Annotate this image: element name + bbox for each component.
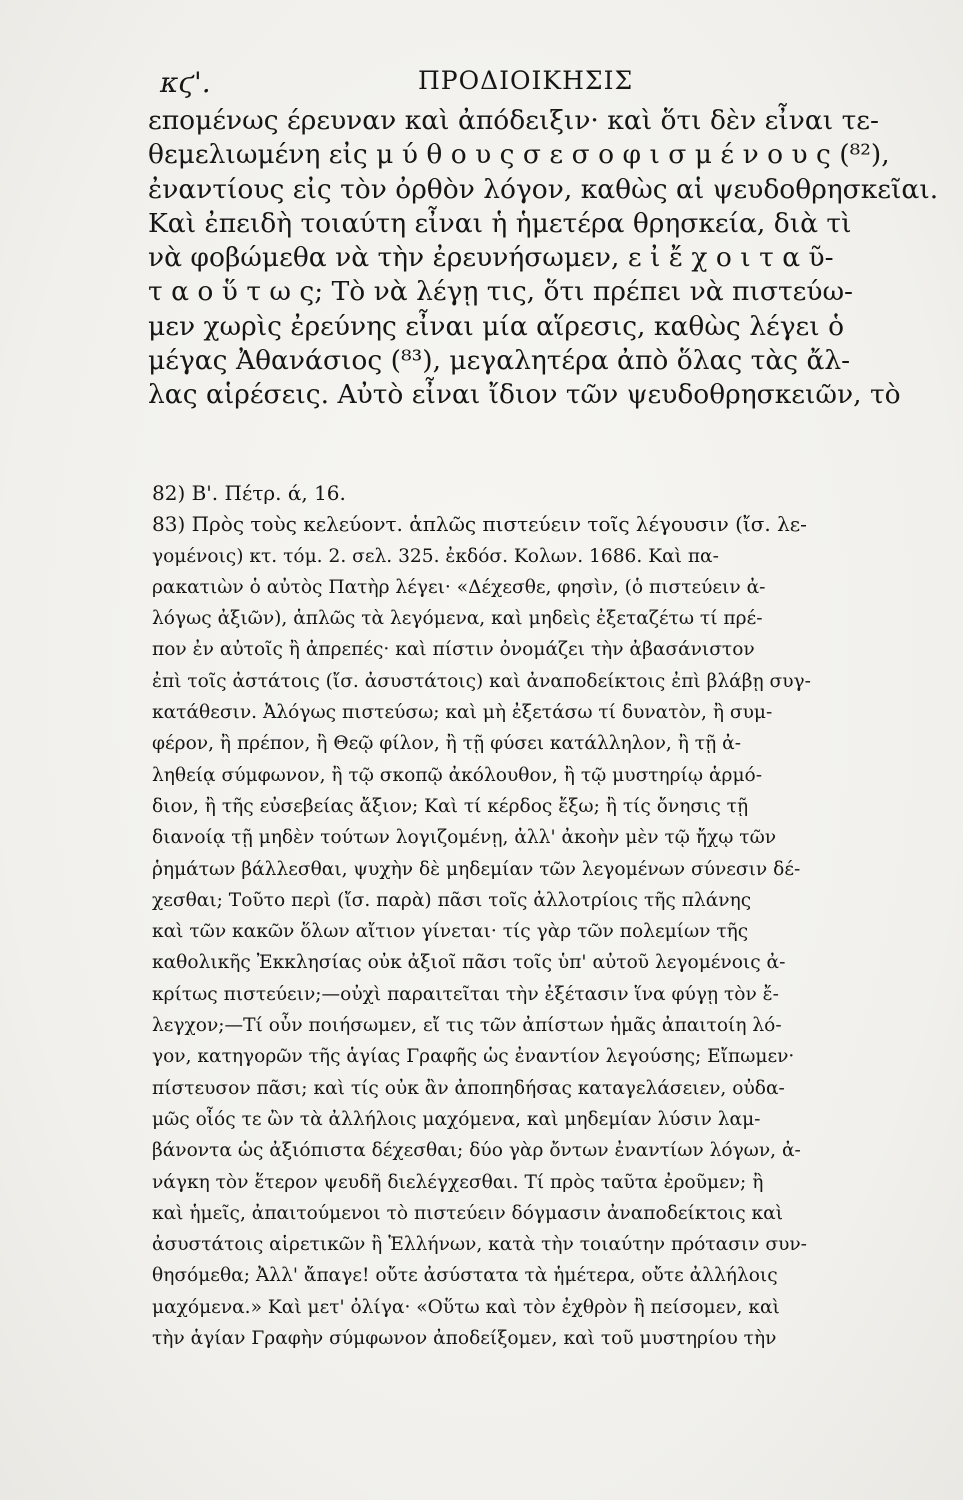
running-title: ΠΡΟΔΙΟΙΚΗΣΙΣ [418,66,634,95]
text-line: μέγας Ἀθανάσιος (⁸³), μεγαλητέρα ἀπὸ ὅλας τὰς ἄλ- [148,345,851,377]
footnote-line: ἐπὶ τοῖς ἀστάτοις (ἴσ. ἀσυστάτοις) καὶ ἀναποδείκτοις ἐπὶ βλάβῃ συγ- [152,670,811,692]
footnote-line: καὶ τῶν κακῶν ὅλων αἴτιον γίνεται· τίς γὰρ τῶν πολεμίων τῆς [152,921,749,943]
footnotes [152,478,882,1354]
footnote-line: χεσθαι; Τοῦτο περὶ (ἴσ. παρὰ) πᾶσι τοῖς ἀλλοτρίοις τῆς πλάνης [152,889,752,911]
footnote-line: διον, ἢ τῆς εὐσεβείας ἄξιον; Καὶ τί κέρδος ἔξω; ἢ τίς ὄνησις τῇ [152,795,749,817]
footnote-line: ῥημάτων βάλλεσθαι, ψυχὴν δὲ μηδεμίαν τῶν λεγομένων σύνεσιν δέ- [152,858,801,880]
text-line: νὰ φοβώμεθα νὰ τὴν ἐρευνήσωμεν, ε ἰ ἔ χ ο ι τ α ῦ- [148,242,834,274]
text-line: Καὶ ἐπειδὴ τοιαύτη εἶναι ἡ ἡμετέρα θρησκεία, διὰ τὶ [148,207,852,239]
footnote-line: καὶ ἡμεῖς, ἀπαιτούμενοι τὸ πιστεύειν δόγμασιν ἀναποδείκτοις καὶ [152,1202,784,1224]
footnote-line: ληθείᾳ σύμφωνον, ἢ τῷ σκοπῷ ἀκόλουθον, ἢ τῷ μυστηρίῳ ἁρμό- [152,764,763,786]
footnote-line: λόγως ἀξιῶν), ἁπλῶς τὰ λεγόμενα, καὶ μηδεὶς ἐξεταζέτω τί πρέ- [152,608,763,630]
text-line: θεμελιωμένη εἰς μ ύ θ ο υ ς σ ε σ ο φ ι σ μ έ ν ο υ ς (⁸²), [148,139,890,171]
footnote-line: διανοίᾳ τῇ μηδὲν τούτων λογιζομένῃ, ἀλλ' ἀκοὴν μὲν τῷ ἤχῳ τῶν [152,827,777,849]
footnote-line: μῶς οἷός τε ὢν τὰ ἀλλήλοις μαχόμενα, καὶ μηδεμίαν λύσιν λαμ- [152,1108,761,1130]
text-line: λας αἱρέσεις. Αὐτὸ εἶναι ἴδιον τῶν ψευδοθρησκειῶν, τὸ [148,379,901,411]
text-line: ἐναντίους εἰς τὸν ὀρθὸν λόγον, καθὼς αἱ ψευδοθρησκεῖαι. [148,173,939,205]
footnote-line: καθολικῆς Ἐκκλησίας οὐκ ἀξιοῖ πᾶσι τοῖς ὑπ' αὐτοῦ λεγομένοις ἀ- [152,952,786,974]
footnote-line: πίστευσον πᾶσι; καὶ τίς οὐκ ἂν ἀποπηδήσας καταγελάσειεν, οὐδα- [152,1077,785,1099]
main-text [148,104,939,413]
footnote-82: 82) Β'. Πέτρ. ά, 16. [152,481,346,505]
footnote-line: ρακατιὼν ὁ αὐτὸς Πατὴρ λέγει· «Δέχεσθε, φησὶν, (ὁ πιστεύειν ἀ- [152,576,766,598]
footnote-line: βάνοντα ὡς ἀξιόπιστα δέχεσθαι; δύο γὰρ ὄντων ἐναντίων λόγων, ἀ- [152,1140,801,1162]
footnote-line: μαχόμενα.» Καὶ μετ' ὀλίγα· «Οὕτω καὶ τὸν ἐχθρὸν ἢ πείσομεν, καὶ [152,1296,780,1318]
footnote-line: φέρον, ἢ πρέπον, ἢ Θεῷ φίλον, ἢ τῇ φύσει κατάλληλον, ἢ τῇ ἀ- [152,733,741,755]
footnote-line: κατάθεσιν. Ἀλόγως πιστεύσω; καὶ μὴ ἐξετάσω τί δυνατὸν, ἢ συμ- [152,702,773,724]
footnote-line: ἀσυστάτοις αἱρετικῶν ἢ Ἑλλήνων, κατὰ τὴν τοιαύτην πρότασιν συν- [152,1234,807,1256]
footnote-line: λεγχον;—Τί οὖν ποιήσωμεν, εἴ τις τῶν ἀπίστων ἡμᾶς ἀπαιτοίη λό- [152,1015,782,1037]
page-number: κϛ'. [160,66,211,99]
footnote-line: γομένοις) κτ. τόμ. 2. σελ. 325. ἐκδόσ. Κολων. 1686. Καὶ πα- [152,545,719,567]
footnote-line: γον, κατηγορῶν τῆς ἁγίας Γραφῆς ὡς ἐναντίον λεγούσης; Εἴπωμεν· [152,1046,795,1068]
footnote-line: νάγκη τὸν ἕτερον ψευδῆ διελέγχεσθαι. Τί πρὸς ταῦτα ἐροῦμεν; ἢ [152,1171,764,1193]
text-line: μεν χωρὶς ἐρεύνης εἶναι μία αἵρεσις, καθὼς λέγει ὁ [148,310,845,342]
footnote-line: θησόμεθα; Ἀλλ' ἄπαγε! οὔτε ἀσύστατα τὰ ἡμέτερα, οὔτε ἀλλήλοις [152,1265,778,1287]
footnote-line: τὴν ἁγίαν Γραφὴν σύμφωνον ἀποδείξομεν, καὶ τοῦ μυστηρίου τὴν [152,1328,777,1350]
text-line: επομένως έρευναν καὶ ἀπόδειξιν· καὶ ὅτι δὲν εἶναι τε- [148,105,879,136]
page-header [160,60,860,100]
footnote-line: κρίτως πιστεύειν;—οὐχὶ παραιτεῖται τὴν ἐξέτασιν ἵνα φύγῃ τὸν ἔ- [152,983,779,1005]
text-line: τ α ο ὕ τ ω ς; Τὸ νὰ λέγῃ τις, ὅτι πρέπει νὰ πιστεύω- [148,276,854,308]
footnote-line: πον ἐν αὐτοῖς ἢ ἀπρεπές· καὶ πίστιν ὀνομάζει τὴν ἀβασάνιστον [152,639,755,661]
footnote-83: 83) Πρὸς τοὺς κελεύοντ. ἁπλῶς πιστεύειν τοῖς λέγουσιν (ἴσ. λε- [152,512,807,537]
